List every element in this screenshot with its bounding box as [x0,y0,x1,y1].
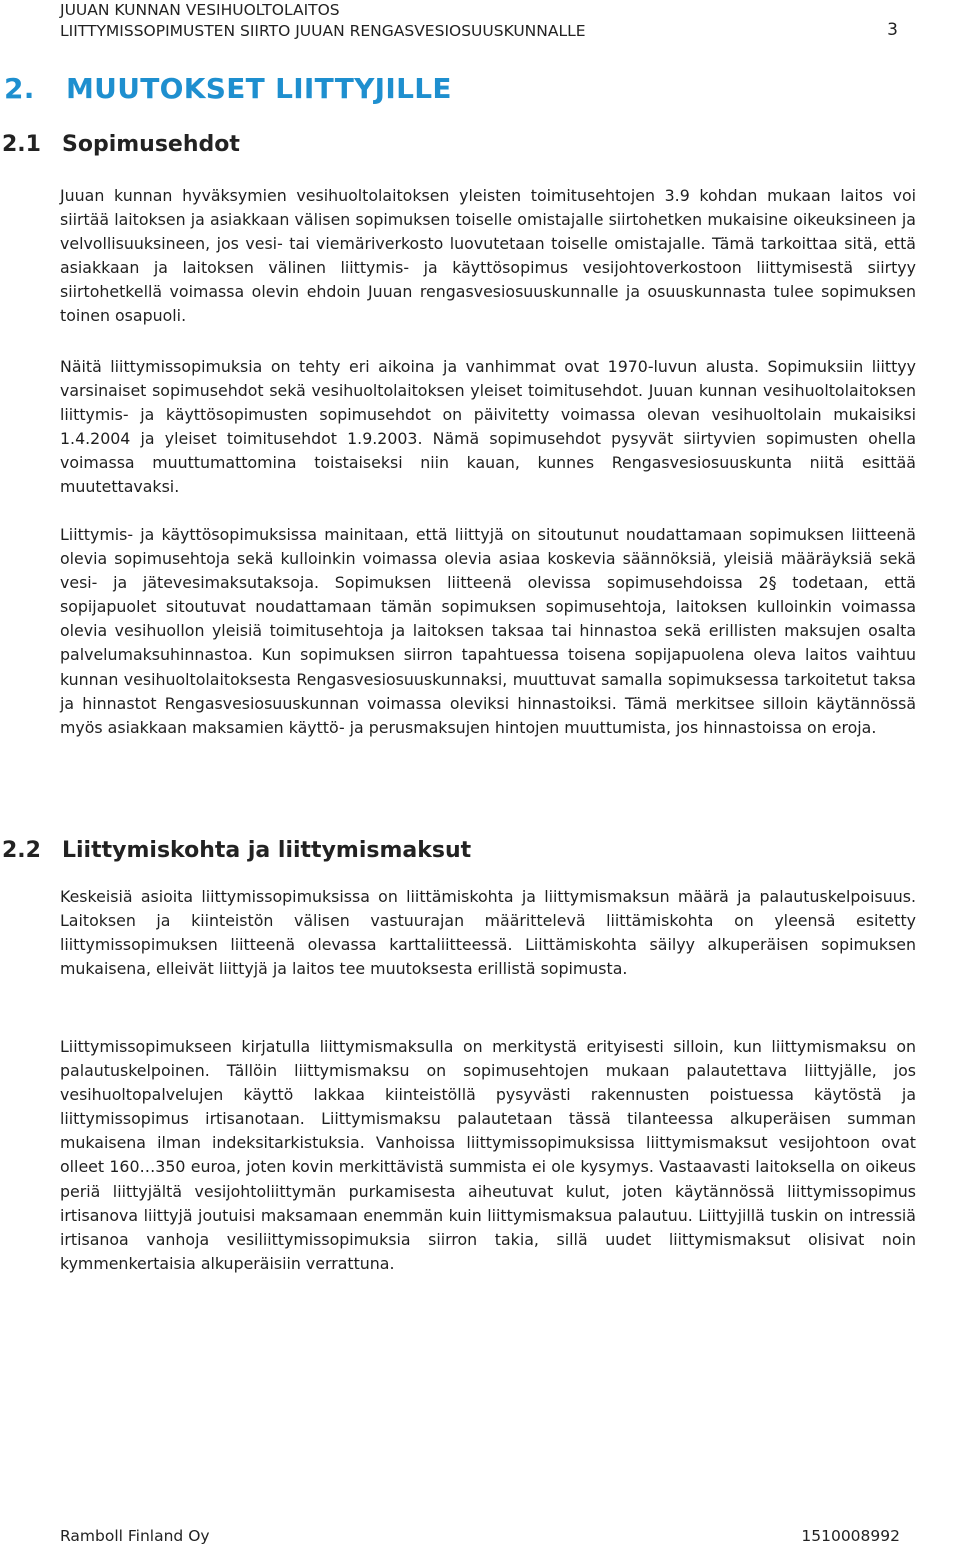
section-title: MUUTOKSET LIITTYJILLE [66,72,452,105]
page-number: 3 [887,20,898,40]
footer-company: Ramboll Finland Oy [60,1527,210,1545]
subsection-number: 2.2 [2,838,41,863]
header-document-title: LIITTYMISSOPIMUSTEN SIIRTO JUUAN RENGASVESIOSUUSKUNNALLE [60,22,586,40]
subsection-title: Sopimusehdot [62,132,240,157]
paragraph-sopimusehdot-3: Liittymis- ja käyttösopimuksissa mainitaan, että liittyjä on sitoutunut noudattamaan sopimuksen liitteenä olevia sopimusehtoja sekä kulloinkin voimassa olevia asiaa koskevia säännöksiä, yleisiä määräyksiä sekä vesi- ja jätevesimaksutaksoja. Sopimuksen liitteenä olevissa sopimusehdoissa 2§ todetaan, että sopijapuolet sitoutuvat noudattamaan tämän sopimuksen sopimusehtoja, laitoksen kulloinkin voimassa olevia vesihuollon yleisiä toimitusehtoja ja laitoksen taksaa tai hinnastoa sekä erillisten maksujen osalta palvelumaksuhinnastoa. Kun sopimuksen siirron tapahtuessa toisena sopijapuolena oleva laitos vaihtuu kunnan vesihuoltolaitoksesta Rengasvesiosuuskunnaksi, muuttuvat samalla sopimuksessa tarkoitetut taksa ja hinnastot Rengasvesiosuuskunnan voimassa oleviksi hinnastoiksi. Tämä merkitsee silloin käytännössä myös asiakkaan maksamien käyttö- ja perusmaksujen hintojen muuttumista, jos hinnastoissa on eroja. [60,525,916,737]
paragraph-liittymiskohta-2: Liittymissopimukseen kirjatulla liittymismaksulla on merkitystä erityisesti silloin, kun liittymismaksu on palautuskelpoinen. Tällöin liittymismaksu on sopimusehtojen mukaan palautettava liittyjälle, jos vesihuoltopalvelujen käyttö lakkaa kiinteistöllä pysyvästi rakennusten poistuessa käytöstä ja liittymissopimus irtisanotaan. Liittymismaksu palautetaan tässä tilanteessa alkuperäisen summan mukaisena ilman indeksitarkistuksia. Vanhoissa liittymissopimuksissa liittymismaksut vesijohtoon ovat olleet 160…350 euroa, joten kovin merkittävistä summista ei ole kysymys. Vastaavasti laitoksella on oikeus periä liittyjältä vesijohtoliittymän purkamisesta aiheutuvat kulut, joten käytännössä liittymissopimus irtisanova liittyjä joutuisi maksamaan enemmän kuin liittymismaksua palautuu. Liittyjillä tuskin on intressiä irtisanoa vanhoja vesiliittymissopimuksia siirron takia, sillä uudet liittymismaksut olisivat noin kymmenkertaisia alkuperäisiin verrattuna. [60,1037,916,1273]
subsection-heading-2-2 [2,838,471,863]
footer-document-number: 1510008992 [801,1527,900,1545]
header-organization: JUUAN KUNNAN VESIHUOLTOLAITOS [60,1,340,19]
page-header [60,0,900,42]
section-number: 2. [4,72,35,105]
subsection-number: 2.1 [2,132,41,157]
paragraph-sopimusehdot-2: Näitä liittymissopimuksia on tehty eri aikoina ja vanhimmat ovat 1970-luvun alusta. Sopimuksiin liittyy varsinaiset sopimusehdot sekä vesihuoltolaitoksen yleiset toimitusehdot. Juuan kunnan vesihuoltolaitoksen liittymis- ja käyttösopimusten sopimusehdot on päivitetty voimassa olevan vesihuoltolain mukaisiksi 1.4.2004 ja yleiset toimitusehdot 1.9.2003. Nämä sopimusehdot pysyvät siirtyvien sopimusten ohella voimassa muuttumattomina toistaiseksi niin kauan, kunnes Rengasvesiosuuskunta niitä esittää muutettavaksi. [60,357,916,497]
paragraph-sopimusehdot-1: Juuan kunnan hyväksymien vesihuoltolaitoksen yleisten toimitusehtojen 3.9 kohdan mukaan laitos voi siirtää laitoksen ja asiakkaan välisen sopimuksen toiselle omistajalle siirtohetken mukaisine oikeuksineen ja velvollisuuksineen, jos vesi- tai viemäriverkosto luovutetaan toiselle omistajalle. Tämä tarkoittaa sitä, että asiakkaan ja laitoksen välinen liittymis- ja käyttösopimus vesijohtoverkostoon liittymisestä siirtyy siirtohetkellä voimassa olevin ehdoin Juuan rengasvesiosuuskunnalle ja osuuskunnasta tulee sopimuksen toinen osapuoli. [60,186,916,326]
section-heading-2 [2,72,452,105]
paragraph-liittymiskohta-1: Keskeisiä asioita liittymissopimuksissa on liittämiskohta ja liittymismaksun määrä ja palautuskelpoisuus. Laitoksen ja kiinteistön välisen vastuurajan määrittelevä liittämiskohta on yleensä esitetty liittymissopimuksen liitteenä olevassa karttaliitteessä. Liittämiskohta säilyy alkuperäisen sopimuksen mukaisena, elleivät liittyjä ja laitos tee muutoksesta erillistä sopimusta. [60,887,916,979]
subsection-heading-2-1 [2,132,240,157]
subsection-title: Liittymiskohta ja liittymismaksut [62,838,472,863]
